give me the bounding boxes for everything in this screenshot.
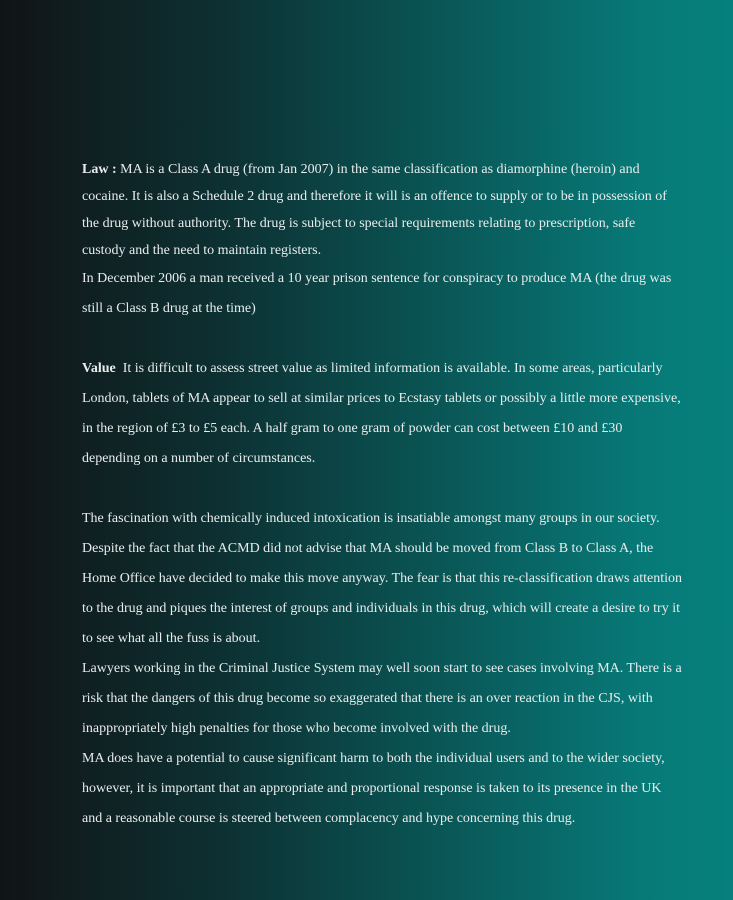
value-paragraph [82, 354, 682, 474]
law-text: MA is a Class A drug (from Jan 2007) in the same classification as diamorphine (heroin) and cocaine. It is also a Schedule 2 drug and therefore it will is an offence to supply or to be in possession of the drug without authority. The drug is subject to special requirements relating to prescription, safe custody and the need to maintain registers. [82, 162, 667, 258]
law-label: Law : [82, 162, 117, 177]
law-paragraph [82, 156, 682, 264]
document-body [82, 156, 682, 834]
commentary-paragraph-2: Lawyers working in the Criminal Justice System may well soon start to see cases involving MA. There is a risk that the dangers of this drug become so exaggerated that there is an over reaction in the CJS, with inappropriately high penalties for those who become involved with the drug. [82, 661, 682, 736]
value-text: It is difficult to assess street value as limited information is available. In some areas, particularly London, tablets of MA appear to sell at similar prices to Ecstasy tablets or possibly a little more expensive, in the region of £3 to £5 each. A half gram to one gram of powder can cost between £10 and £30 depending on a number of circumstances. [82, 361, 681, 466]
value-section [82, 354, 682, 474]
commentary-section [82, 504, 682, 834]
commentary-paragraph-1: The fascination with chemically induced intoxication is insatiable amongst many groups in our society. Despite the fact that the ACMD did not advise that MA should be moved from Class B to Class A, the Home Office have decided to make this move anyway. The fear is that this re-classification draws attention to the drug and piques the interest of groups and individuals in this drug, which will create a desire to try it to see what all the fuss is about. [82, 511, 682, 646]
value-label: Value [82, 361, 116, 376]
law-section [82, 156, 682, 324]
commentary-paragraph-3: MA does have a potential to cause significant harm to both the individual users and to the wider society, however, it is important that an appropriate and proportional response is taken to its presence in the UK and a reasonable course is steered between complacency and hype concerning this drug. [82, 751, 665, 826]
law-note: In December 2006 a man received a 10 year prison sentence for conspiracy to produce MA (the drug was still a Class B drug at the time) [82, 271, 672, 316]
